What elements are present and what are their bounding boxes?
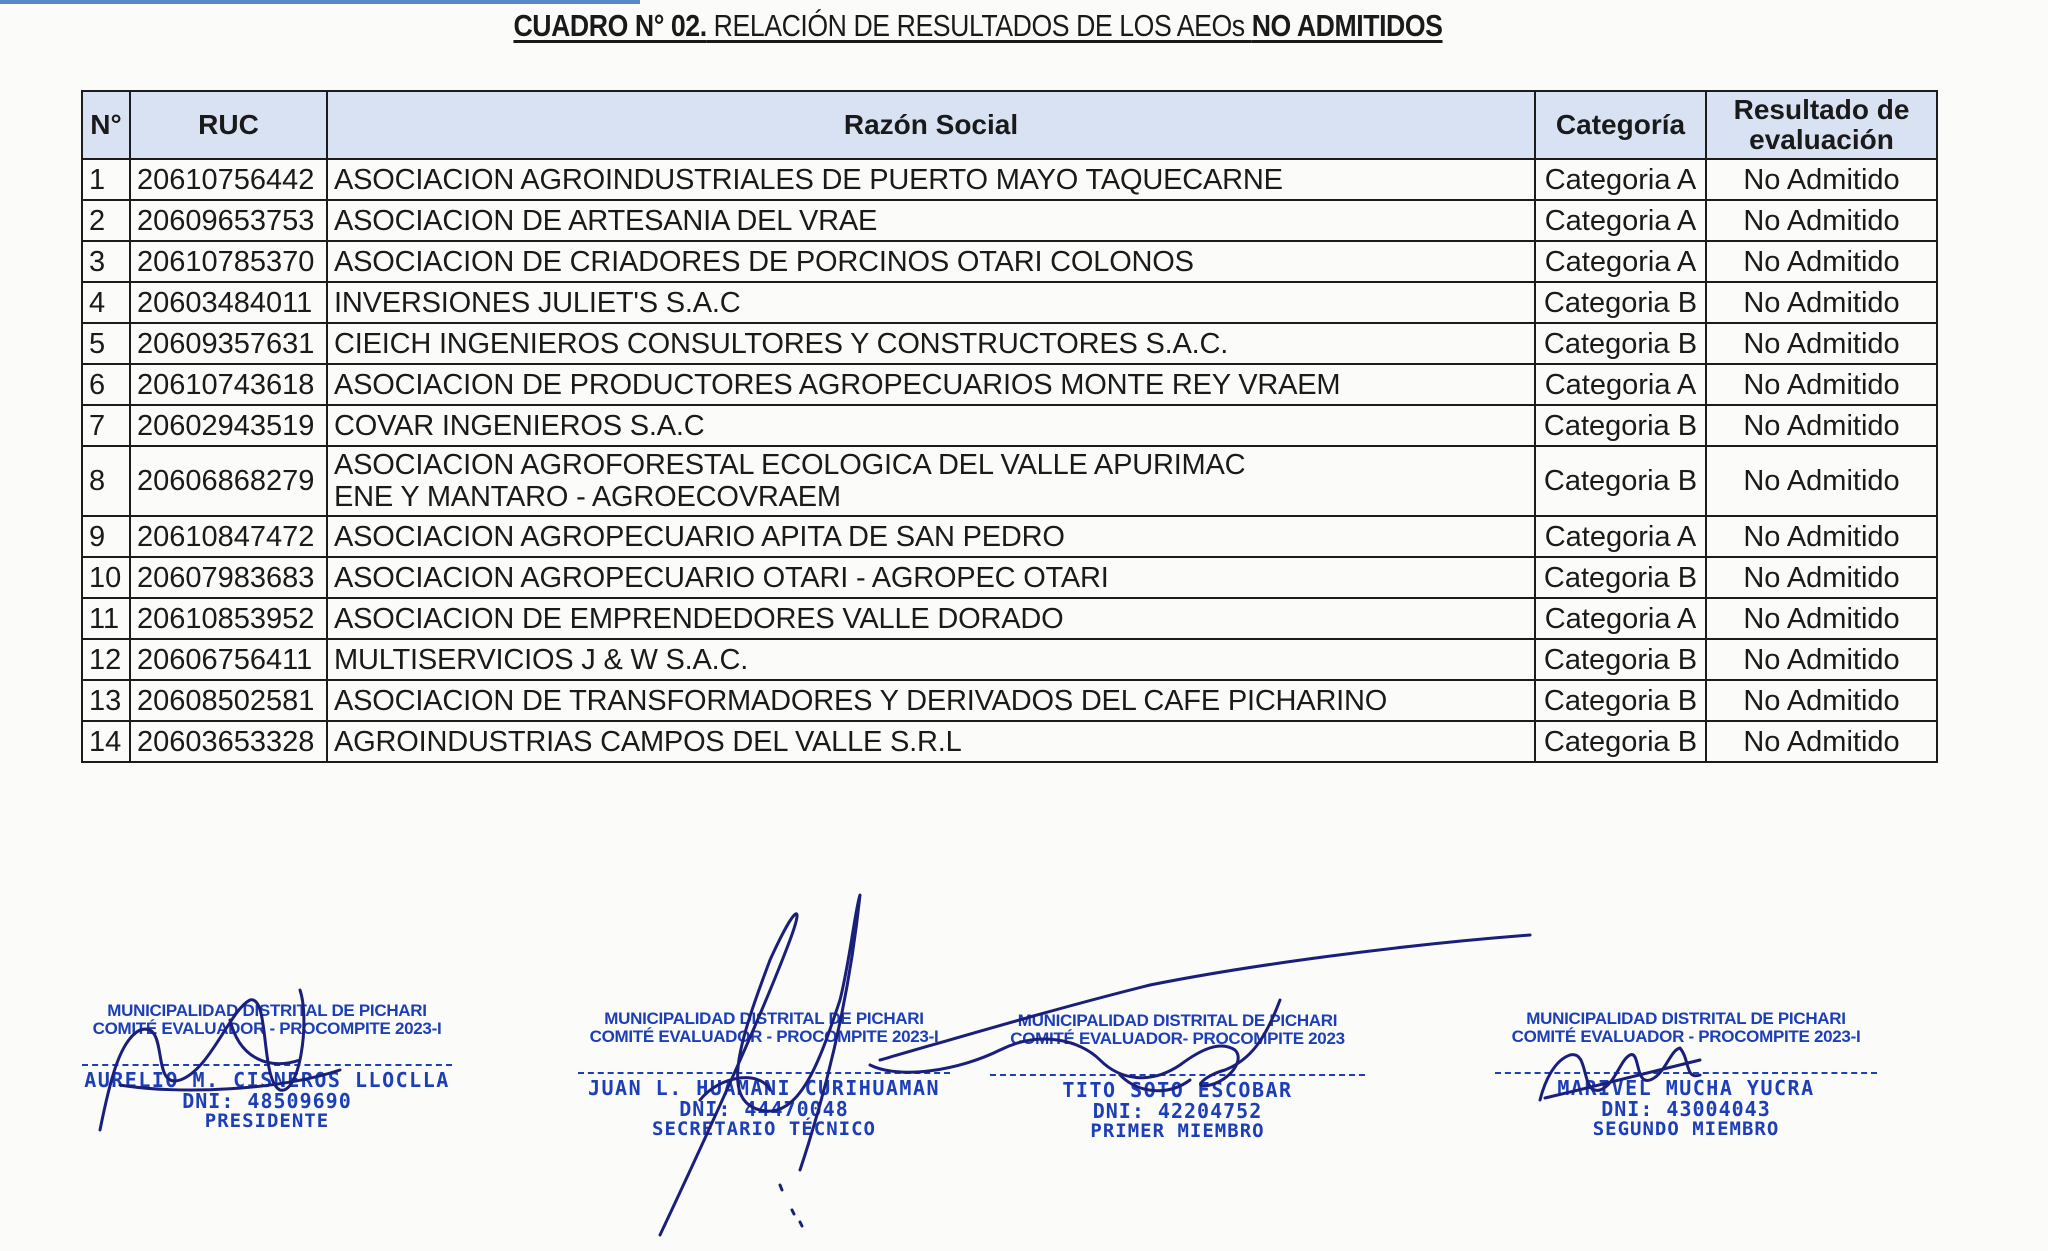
cell-resultado: No Admitido (1706, 516, 1937, 557)
signature-line (578, 1072, 950, 1074)
stamp-dni: DNI: 44470048 (679, 1096, 849, 1121)
cell-ruc: 20610743618 (130, 364, 327, 405)
header-categoria: Categoría (1535, 91, 1706, 159)
table-row (82, 200, 1937, 241)
cell-ruc: 20606756411 (130, 639, 327, 680)
cell-resultado: No Admitido (1706, 557, 1937, 598)
table-row (82, 446, 1937, 516)
cell-categoria: Categoria A (1535, 200, 1706, 241)
table-row (82, 721, 1937, 762)
cell-resultado: No Admitido (1706, 446, 1937, 516)
cell-num: 14 (82, 721, 130, 762)
cell-resultado: No Admitido (1706, 364, 1937, 405)
signature-line (82, 1064, 452, 1066)
cell-ruc: 20610853952 (130, 598, 327, 639)
cell-ruc: 20603653328 (130, 721, 327, 762)
title-emphasis: NO ADMITIDOS (1251, 8, 1443, 43)
signature-line (1495, 1072, 1877, 1074)
stamp-segundo-miembro (1495, 1010, 1877, 1140)
cell-categoria: Categoria A (1535, 241, 1706, 282)
cell-num: 7 (82, 405, 130, 446)
cell-razon-social: ASOCIACION DE ARTESANIA DEL VRAE (327, 200, 1535, 241)
cell-num: 2 (82, 200, 130, 241)
cell-resultado: No Admitido (1706, 282, 1937, 323)
stamp-name: JUAN L. HUAMANI CURIHUAMAN (587, 1075, 941, 1100)
cell-resultado: No Admitido (1706, 405, 1937, 446)
cell-razon-social: ASOCIACION DE TRANSFORMADORES Y DERIVADOS DEL CAFE PICHARINO (327, 680, 1535, 721)
cell-ruc: 20610785370 (130, 241, 327, 282)
stamp-committee: COMITÉ EVALUADOR- PROCOMPITE 2023 (1010, 1028, 1345, 1048)
cell-razon-social: INVERSIONES JULIET'S S.A.C (327, 282, 1535, 323)
cell-ruc: 20610847472 (130, 516, 327, 557)
cell-num: 5 (82, 323, 130, 364)
cell-num: 4 (82, 282, 130, 323)
stamp-committee: COMITÉ EVALUADOR - PROCOMPITE 2023-I (1511, 1026, 1861, 1046)
cell-razon-social: ASOCIACION AGROFORESTAL ECOLOGICA DEL VALLE APURIMAC ENE Y MANTARO - AGROECOVRAEM (327, 446, 1535, 516)
stamp-org: MUNICIPALIDAD DISTRITAL DE PICHARI (1526, 1009, 1846, 1028)
cell-ruc: 20608502581 (130, 680, 327, 721)
stamp-role: PRESIDENTE (204, 1109, 330, 1132)
stamp-role: PRIMER MIEMBRO (1090, 1119, 1265, 1142)
cell-categoria: Categoria B (1535, 282, 1706, 323)
stamp-name: AURELIO M. CISNEROS LLOCLLA (84, 1067, 450, 1092)
cell-resultado: No Admitido (1706, 159, 1937, 200)
cell-num: 9 (82, 516, 130, 557)
cell-categoria: Categoria A (1535, 516, 1706, 557)
cell-num: 6 (82, 364, 130, 405)
cell-razon-social: ASOCIACION DE PRODUCTORES AGROPECUARIOS MONTE REY VRAEM (327, 364, 1535, 405)
cell-ruc: 20607983683 (130, 557, 327, 598)
table-row (82, 516, 1937, 557)
cell-num: 1 (82, 159, 130, 200)
cell-resultado: No Admitido (1706, 323, 1937, 364)
cell-razon-social: ASOCIACION DE EMPRENDEDORES VALLE DORADO (327, 598, 1535, 639)
header-num: N° (82, 91, 130, 159)
table-row (82, 557, 1937, 598)
header-resultado-label: Resultado de evaluación (1733, 94, 1910, 155)
stamp-org: MUNICIPALIDAD DISTRITAL DE PICHARI (604, 1009, 924, 1028)
stamp-name: TITO SOTO ESCOBAR (1062, 1077, 1293, 1102)
cell-razon-social: ASOCIACION AGROINDUSTRIALES DE PUERTO MAYO TAQUECARNE (327, 159, 1535, 200)
cell-ruc: 20609357631 (130, 323, 327, 364)
title-middle: RELACIÓN DE RESULTADOS DE LOS AEOs (706, 8, 1252, 43)
stamp-role: SECRETARIO TÉCNICO (652, 1117, 876, 1140)
cell-razon-social: MULTISERVICIOS J & W S.A.C. (327, 639, 1535, 680)
cell-num: 11 (82, 598, 130, 639)
table-body (82, 159, 1937, 762)
cell-categoria: Categoria B (1535, 680, 1706, 721)
cell-ruc: 20606868279 (130, 446, 327, 516)
cell-razon-social: AGROINDUSTRIAS CAMPOS DEL VALLE S.R.L (327, 721, 1535, 762)
table-header-row (82, 91, 1937, 159)
page-title (137, 8, 1819, 44)
cell-num: 8 (82, 446, 130, 516)
cell-categoria: Categoria A (1535, 159, 1706, 200)
stamp-secretario (578, 1010, 950, 1140)
cell-num: 13 (82, 680, 130, 721)
cell-ruc: 20610756442 (130, 159, 327, 200)
stamp-committee: COMITÉ EVALUADOR - PROCOMPITE 2023-I (589, 1026, 939, 1046)
signature-line (990, 1074, 1365, 1076)
table-row (82, 639, 1937, 680)
cell-resultado: No Admitido (1706, 241, 1937, 282)
cell-razon-social: COVAR INGENIEROS S.A.C (327, 405, 1535, 446)
title-prefix: CUADRO N° 02. (513, 8, 707, 43)
table-row (82, 405, 1937, 446)
cell-resultado: No Admitido (1706, 721, 1937, 762)
table-row (82, 241, 1937, 282)
cell-categoria: Categoria B (1535, 323, 1706, 364)
cell-razon-social: ASOCIACION AGROPECUARIO OTARI - AGROPEC OTARI (327, 557, 1535, 598)
stamp-org: MUNICIPALIDAD DISTRITAL DE PICHARI (1017, 1011, 1338, 1030)
stamp-primer-miembro (990, 1012, 1365, 1142)
table-row (82, 282, 1937, 323)
cell-categoria: Categoria B (1535, 446, 1706, 516)
cell-razon-social: ASOCIACION AGROPECUARIO APITA DE SAN PEDRO (327, 516, 1535, 557)
stamp-committee: COMITÉ EVALUADOR - PROCOMPITE 2023-I (92, 1018, 442, 1038)
cell-categoria: Categoria A (1535, 598, 1706, 639)
cell-num: 3 (82, 241, 130, 282)
cell-categoria: Categoria B (1535, 639, 1706, 680)
header-razon-social: Razón Social (327, 91, 1535, 159)
top-edge-line (0, 0, 640, 4)
header-resultado (1706, 91, 1937, 159)
cell-resultado: No Admitido (1706, 680, 1937, 721)
stamp-dni: DNI: 43004043 (1601, 1096, 1771, 1121)
stamp-org: MUNICIPALIDAD DISTRITAL DE PICHARI (107, 1001, 427, 1020)
table-row (82, 364, 1937, 405)
cell-ruc: 20603484011 (130, 282, 327, 323)
cell-resultado: No Admitido (1706, 598, 1937, 639)
cell-categoria: Categoria B (1535, 405, 1706, 446)
table-row (82, 159, 1937, 200)
cell-razon-social: CIEICH INGENIEROS CONSULTORES Y CONSTRUCTORES S.A.C. (327, 323, 1535, 364)
stamp-name: MARIVEL MUCHA YUCRA (1557, 1075, 1815, 1100)
cell-ruc: 20609653753 (130, 200, 327, 241)
cell-categoria: Categoria A (1535, 364, 1706, 405)
cell-razon-social: ASOCIACION DE CRIADORES DE PORCINOS OTARI COLONOS (327, 241, 1535, 282)
results-table (81, 90, 1938, 763)
cell-resultado: No Admitido (1706, 200, 1937, 241)
header-ruc: RUC (130, 91, 327, 159)
cell-num: 10 (82, 557, 130, 598)
table-row (82, 323, 1937, 364)
cell-categoria: Categoria B (1535, 557, 1706, 598)
stamp-role: SEGUNDO MIEMBRO (1592, 1117, 1780, 1140)
cell-num: 12 (82, 639, 130, 680)
cell-resultado: No Admitido (1706, 639, 1937, 680)
stamp-presidente (82, 1002, 452, 1132)
table-row (82, 680, 1937, 721)
stamp-dni: DNI: 48509690 (182, 1088, 352, 1113)
cell-ruc: 20602943519 (130, 405, 327, 446)
stamp-dni: DNI: 42204752 (1092, 1098, 1263, 1123)
cell-categoria: Categoria B (1535, 721, 1706, 762)
table-row (82, 598, 1937, 639)
